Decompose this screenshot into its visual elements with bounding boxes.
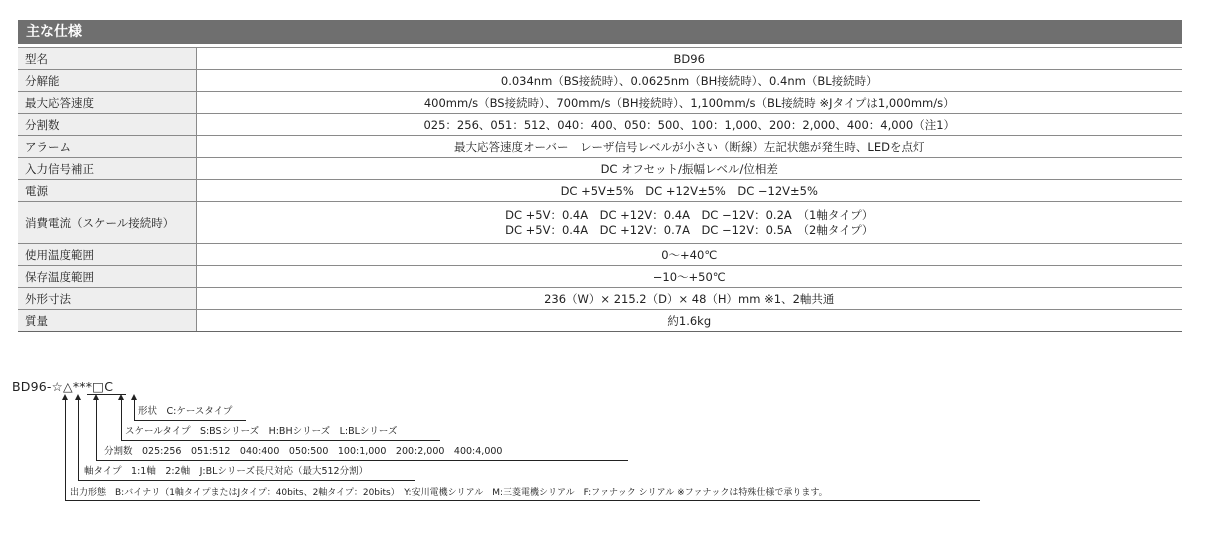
legend-shape: 形状 C:ケースタイプ bbox=[138, 406, 233, 417]
spec-label: 外形寸法 bbox=[18, 288, 196, 310]
spec-label: 型名 bbox=[18, 48, 196, 70]
table-row bbox=[18, 70, 1182, 92]
spec-label: 分解能 bbox=[18, 70, 196, 92]
legend-divisions: 分割数 025:256 051:512 040:400 050:500 100:1,000 200:2,000 400:4,000 bbox=[104, 446, 503, 457]
spec-value: 025：256、051：512、040：400、050：500、100：1,000、200：2,000、400：4,000（注1） bbox=[196, 114, 1182, 136]
table-row bbox=[18, 266, 1182, 288]
spec-value-line: DC +5V：0.4A DC +12V：0.4A DC −12V：0.2A （1軸タイプ） bbox=[505, 207, 874, 222]
spec-value bbox=[196, 202, 1182, 244]
connector-line bbox=[96, 399, 97, 461]
spec-value: 0.034nm（BS接続時）、0.0625nm（BH接続時）、0.4nm（BL接続時） bbox=[196, 70, 1182, 92]
legend-underline bbox=[136, 420, 246, 421]
spec-label: 消費電流（スケール接続時） bbox=[18, 202, 196, 244]
spec-label: 最大応答速度 bbox=[18, 92, 196, 114]
legend-output-format: 出力形態 B:バイナリ（1軸タイプまたはJタイプ：40bits、2軸タイプ：20bits） Y:安川電機シリアル M:三菱電機シリアル F:ファナック シリアル ※ファナックは特殊仕様で承ります。 bbox=[70, 488, 828, 498]
spec-label: 保存温度範囲 bbox=[18, 266, 196, 288]
table-row bbox=[18, 48, 1182, 70]
legend-axis-type: 軸タイプ 1:1軸 2:2軸 J:BLシリーズ長尺対応（最大512分割） bbox=[84, 466, 369, 477]
model-code: BD96-☆△***□C bbox=[12, 379, 114, 394]
table-row bbox=[18, 310, 1182, 332]
spec-label: 入力信号補正 bbox=[18, 158, 196, 180]
section-title: 主な仕様 bbox=[18, 20, 1182, 44]
spec-value-line: DC +5V：0.4A DC +12V：0.7A DC −12V：0.5A （2軸タイプ） bbox=[505, 222, 874, 237]
table-row bbox=[18, 158, 1182, 180]
spec-value: BD96 bbox=[196, 48, 1182, 70]
spec-label: アラーム bbox=[18, 136, 196, 158]
spec-label: 分割数 bbox=[18, 114, 196, 136]
specs-table bbox=[18, 47, 1182, 332]
spec-label: 質量 bbox=[18, 310, 196, 332]
legend-underline bbox=[82, 480, 415, 481]
spec-value: 400mm/s（BS接続時）、700mm/s（BH接続時）、1,100mm/s（BL接続時 ※Jタイプは1,000mm/s） bbox=[196, 92, 1182, 114]
table-row bbox=[18, 114, 1182, 136]
spec-value: DC オフセット/振幅レベル/位相差 bbox=[196, 158, 1182, 180]
legend-scale-type: スケールタイプ S:BSシリーズ H:BHシリーズ L:BLシリーズ bbox=[125, 426, 398, 437]
spec-label: 電源 bbox=[18, 180, 196, 202]
connector-line bbox=[65, 399, 66, 501]
spec-value: 0～+40℃ bbox=[196, 244, 1182, 266]
legend-underline bbox=[68, 500, 980, 501]
connector-line bbox=[134, 399, 135, 421]
table-row bbox=[18, 202, 1182, 244]
legend-underline bbox=[100, 460, 628, 461]
connector-line bbox=[121, 399, 122, 441]
spec-label: 使用温度範囲 bbox=[18, 244, 196, 266]
spec-value: DC +5V±5% DC +12V±5% DC −12V±5% bbox=[196, 180, 1182, 202]
spec-value: 約1.6kg bbox=[196, 310, 1182, 332]
table-row bbox=[18, 288, 1182, 310]
table-row bbox=[18, 180, 1182, 202]
connector-line bbox=[78, 399, 79, 481]
table-row bbox=[18, 136, 1182, 158]
spec-value: 最大応答速度オーバー レーザ信号レベルが小さい（断線）左記状態が発生時、LEDを点灯 bbox=[196, 136, 1182, 158]
spec-value: 236（W）× 215.2（D）× 48（H）mm ※1、2軸共通 bbox=[196, 288, 1182, 310]
table-row bbox=[18, 92, 1182, 114]
spec-value: −10～+50℃ bbox=[196, 266, 1182, 288]
legend-underline bbox=[123, 440, 440, 441]
table-row bbox=[18, 244, 1182, 266]
